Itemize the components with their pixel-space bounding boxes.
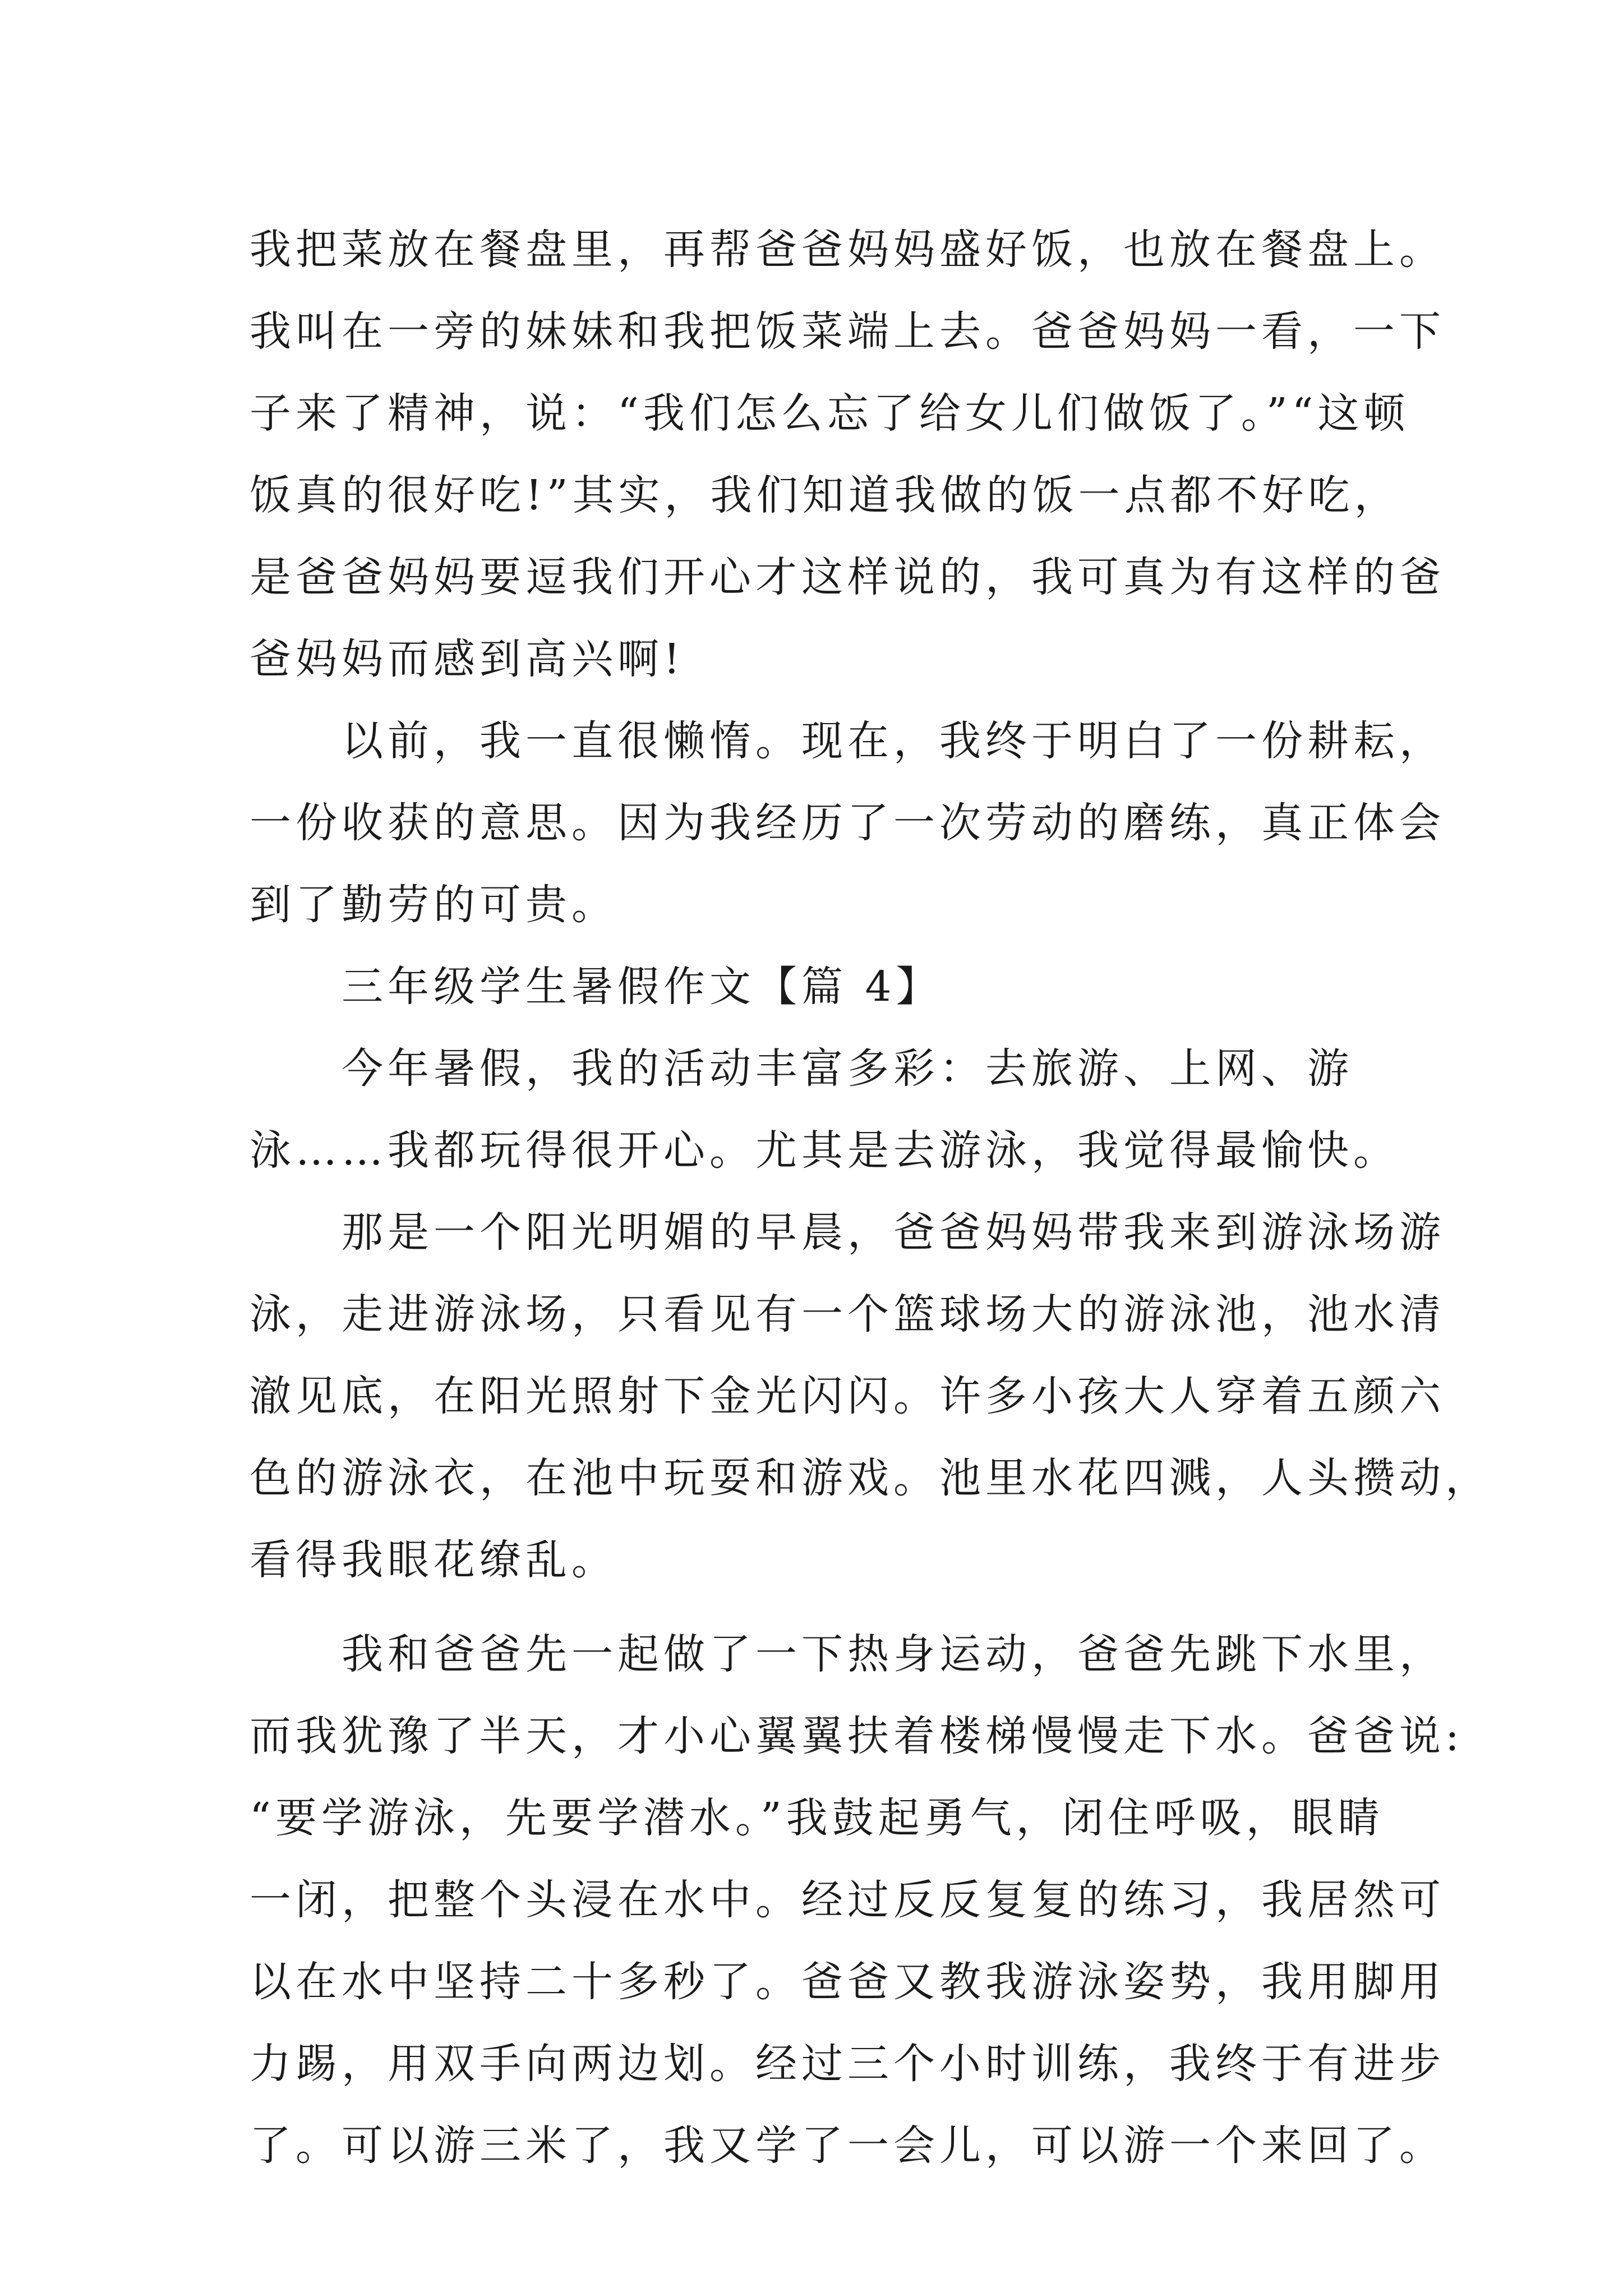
- paragraph-gap: [250, 1601, 1416, 1613]
- paragraph-start-line: 我和爸爸先一起做了一下热身运动，爸爸先跳下水里，: [250, 1630, 1445, 1678]
- text-line: 我把菜放在餐盘里，再帮爸爸妈妈盛好饭，也放在餐盘上。: [250, 226, 1445, 274]
- text-line: 色的游泳衣，在池中玩耍和游戏。池里水花四溅，人头攒动，: [250, 1454, 1491, 1502]
- text-line: 子来了精神，说：“我们怎么忘了给女儿们做饭了。”“这顿: [250, 389, 1410, 438]
- paragraph-start-line: 那是一个阳光明媚的早晨，爸爸妈妈带我来到游泳场游: [250, 1208, 1445, 1257]
- section-heading: 三年级学生暑假作文【篇 4】: [250, 963, 942, 1011]
- text-line: 看得我眼花缭乱。: [250, 1536, 617, 1584]
- paragraph-start-line: 今年暑假，我的活动丰富多彩：去旅游、上网、游: [250, 1045, 1353, 1093]
- paragraph-start-line: 以前，我一直很懒惰。现在，我终于明白了一份耕耘，: [250, 717, 1445, 765]
- text-line: 泳，走进游泳场，只看见有一个篮球场大的游泳池，池水清: [250, 1290, 1445, 1338]
- text-line: “要学游泳，先要学潜水。”我鼓起勇气，闭住呼吸，眼睛: [250, 1794, 1384, 1842]
- text-line: 泳……我都玩得很开心。尤其是去游泳，我觉得最愉快。: [250, 1126, 1399, 1175]
- text-line: 我叫在一旁的妹妹和我把饭菜端上去。爸爸妈妈一看，一下: [250, 307, 1445, 356]
- text-line: 一闭，把整个头浸在水中。经过反反复复的练习，我居然可: [250, 1876, 1445, 1924]
- text-line: 到了勤劳的可贵。: [250, 881, 617, 929]
- text-line: 以在水中坚持二十多秒了。爸爸又教我游泳姿势，我用脚用: [250, 1958, 1445, 2006]
- text-line: 了。可以游三米了，我又学了一会儿，可以游一个来回了。: [250, 2122, 1445, 2170]
- text-line: 一份收获的意思。因为我经历了一次劳动的磨练，真正体会: [250, 799, 1445, 847]
- text-line: 力踢，用双手向两边划。经过三个小时训练，我终于有进步: [250, 2040, 1445, 2088]
- text-line: 饭真的很好吃!”其实，我们知道我做的饭一点都不好吃，: [250, 471, 1400, 519]
- essay-body: [250, 209, 1491, 2187]
- text-line: 是爸爸妈妈要逗我们开心才这样说的，我可真为有这样的爸: [250, 553, 1445, 601]
- text-line: 爸妈妈而感到高兴啊!: [250, 635, 685, 683]
- text-line: 而我犹豫了半天，才小心翼翼扶着楼梯慢慢走下水。爸爸说:: [250, 1712, 1464, 1760]
- text-line: 澈见底，在阳光照射下金光闪闪。许多小孩大人穿着五颜六: [250, 1372, 1445, 1420]
